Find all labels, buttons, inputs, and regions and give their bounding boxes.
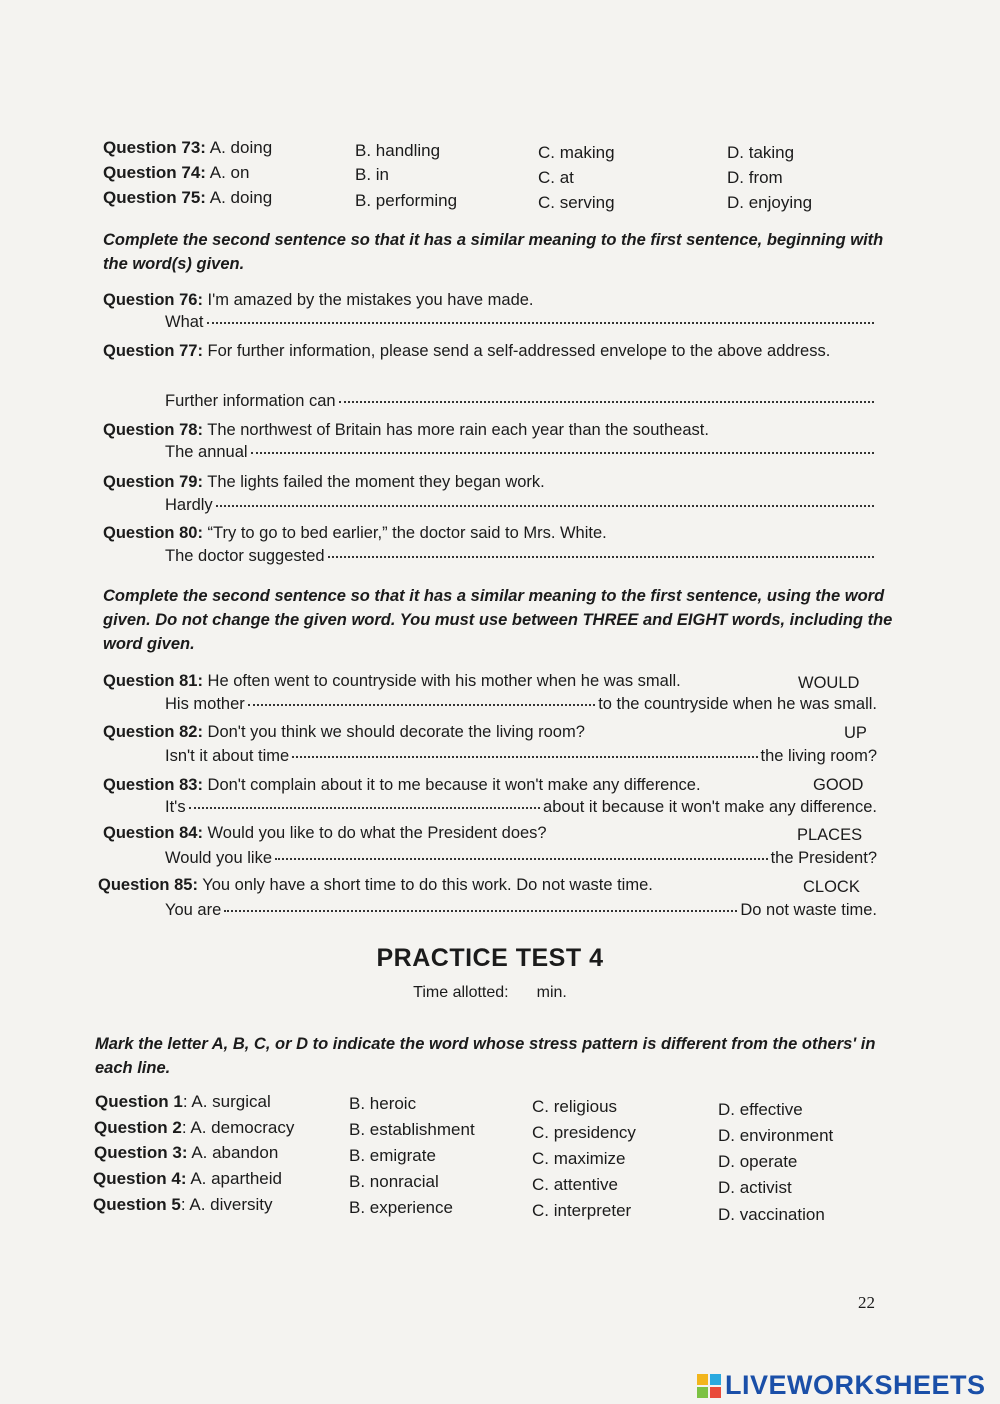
brand-name: LIVEWORKSHEETS — [725, 1370, 986, 1400]
question-78: Question 78: The northwest of Britain has more rain each year than the southeast. — [103, 421, 709, 439]
option-b: B. in — [355, 165, 390, 184]
blank-line[interactable] — [328, 556, 874, 558]
keyword-84: PLACES — [797, 826, 863, 844]
question-82: Question 82: Don't you think we should decorate the living room? — [103, 723, 585, 741]
option-b: B. performing — [355, 191, 458, 210]
practice-test-title: PRACTICE TEST 4 — [376, 944, 604, 972]
option-d: D. vaccination — [718, 1205, 825, 1224]
question-79: Question 79: The lights failed the moment they began work. — [103, 473, 545, 491]
option-c: C. presidency — [532, 1123, 636, 1142]
question-80: Question 80: “Try to go to bed earlier,” the doctor said to Mrs. White. — [103, 524, 607, 542]
question-81: Question 81: He often went to countryside with his mother when he was small. — [103, 672, 681, 690]
page-number: 22 — [858, 1293, 875, 1312]
keyword-85: CLOCK — [803, 878, 860, 896]
option-a: A. democracy — [190, 1118, 295, 1137]
option-c: C. attentive — [532, 1175, 618, 1194]
option-c: C. serving — [538, 193, 615, 212]
option-b: B. emigrate — [349, 1146, 436, 1165]
question-84: Question 84: Would you like to do what the President does? — [103, 824, 547, 842]
answer-line-76[interactable]: What — [165, 313, 877, 332]
blank-line[interactable] — [339, 401, 874, 403]
blank-line[interactable] — [251, 452, 874, 454]
blank-line[interactable] — [207, 322, 874, 324]
question-label: Question 75: — [103, 188, 206, 207]
option-a: A. surgical — [191, 1092, 271, 1111]
answer-line-82[interactable]: Isn't it about time the living room? — [165, 747, 877, 765]
instruction-rewrite-keyword: Complete the second sentence so that it has a similar meaning to the first sentence, using the word given. Do not change the given word. You must use between THREE and EIGHT words, including the word given. — [103, 587, 893, 653]
keyword-81: WOULD — [798, 674, 860, 692]
answer-line-84[interactable]: Would you like the President? — [165, 849, 877, 867]
option-d: D. environment — [718, 1126, 834, 1145]
answer-line-79[interactable]: Hardly — [165, 496, 877, 515]
question-label: Question 74: — [103, 163, 206, 182]
option-d: D. enjoying — [727, 193, 813, 212]
option-a: A. doing — [209, 188, 273, 207]
option-d: D. taking — [727, 143, 795, 162]
option-a: A. abandon — [191, 1143, 279, 1162]
liveworksheets-logo[interactable] — [697, 1370, 986, 1401]
time-allotted: Time allotted: min. — [413, 984, 567, 1001]
option-a: A. apartheid — [190, 1169, 282, 1188]
liveworksheets-icon — [697, 1374, 721, 1398]
blank-line[interactable] — [248, 704, 595, 706]
question-label: Question 73: — [103, 138, 206, 157]
question-83: Question 83: Don't complain about it to me because it won't make any difference. — [103, 776, 701, 794]
answer-line-83[interactable]: It's about it because it won't make any difference. — [165, 798, 877, 816]
keyword-82: UP — [844, 724, 867, 742]
option-b: B. heroic — [349, 1094, 417, 1113]
option-a: A. doing — [209, 138, 273, 157]
worksheet-page: Question 73: A. doing B. handling C. making D. taking Question 74: A. on B. in C. at D. from Question 75: A. doing B. performing C. serving D. enjoying Complete the second sentence so that it has a similar meaning to the first sentence, beginning with the word(s) given. Question 76: I'm amazed by the mistakes you have made. What Question 77: For further information, please send a self-addressed envelope to the above address. Further information can Question 78: The northwest of Britain has more rain each year than the southeast. The annual Question 79: The lights failed the moment they began work. Hardly Question 80: “Try to go to bed earlier,” the doctor said to Mrs. White. The doctor suggested Complete the second sentence so that it has a similar meaning to the first sentence, using the word given. Do not change the given word. You must use between THREE and EIGHT words, including the word given. Question 81: He often went to countryside with his mother when he was small. WOULD His mother to the countryside when he was small. Question 82: Don't you think we should decorate the living room? UP Isn't it about time the living room? Question 83: Don't complain about it to me because it won't make any difference. GOOD It's about it because it won't make any difference. Question 84: Would you like to do what the President does? PLACES Would you like the President? Question 85: You only have a short time to do this work. Do not waste time. CLOCK You are Do not waste time. PRACTICE TEST 4 Time allotted: min. Mark the letter A, B, C, or D to indicate the word whose stress pattern is different from the others' in each line. Question 1: A. surgical B. heroic C. religious D. effective Question 2: A. democracy B. establishment C. presidency D. environment Question 3: A. abandon B. emigrate C. maximize D. operate Question 4: A. apartheid B. nonracial C. attentive D. activist Question 5: A. diversity B. experience C. interpreter D. vaccination 22 LIVEWORKSHEETS — [0, 0, 1000, 1404]
blank-line[interactable] — [275, 858, 768, 860]
answer-line-77[interactable]: Further information can — [165, 392, 877, 411]
blank-line[interactable] — [216, 505, 874, 507]
instruction-rewrite-beginning: Complete the second sentence so that it has a similar meaning to the first sentence, beginning with the word(s) given. — [103, 231, 884, 273]
option-d: D. operate — [718, 1152, 798, 1171]
option-d: D. activist — [718, 1178, 792, 1197]
question-85: Question 85: You only have a short time to do this work. Do not waste time. — [98, 876, 653, 894]
option-b: B. handling — [355, 141, 441, 160]
answer-line-81[interactable]: His mother to the countryside when he was small. — [165, 695, 877, 713]
option-c: C. at — [538, 168, 574, 187]
option-d: D. effective — [718, 1100, 803, 1119]
option-b: B. experience — [349, 1198, 453, 1217]
keyword-83: GOOD — [813, 776, 864, 794]
answer-line-80[interactable]: The doctor suggested — [165, 547, 877, 566]
option-c: C. making — [538, 143, 615, 162]
option-c: C. maximize — [532, 1149, 626, 1168]
option-d: D. from — [727, 168, 783, 187]
option-c: C. religious — [532, 1097, 618, 1116]
question-77: Question 77: For further information, please send a self-addressed envelope to the above address. — [103, 342, 831, 360]
question-76: Question 76: I'm amazed by the mistakes you have made. — [103, 291, 534, 309]
blank-line[interactable] — [224, 910, 737, 912]
blank-line[interactable] — [292, 756, 757, 758]
blank-line[interactable] — [189, 807, 540, 809]
option-b: B. nonracial — [349, 1172, 439, 1191]
instruction-stress: Mark the letter A, B, C, or D to indicate the word whose stress pattern is different from the others' in each line. — [95, 1035, 876, 1077]
option-a: A. diversity — [189, 1195, 273, 1214]
option-c: C. interpreter — [532, 1201, 632, 1220]
answer-line-78[interactable]: The annual — [165, 443, 877, 462]
option-b: B. establishment — [349, 1120, 475, 1139]
answer-line-85[interactable]: You are Do not waste time. — [165, 901, 877, 919]
option-a: A. on — [209, 163, 250, 182]
